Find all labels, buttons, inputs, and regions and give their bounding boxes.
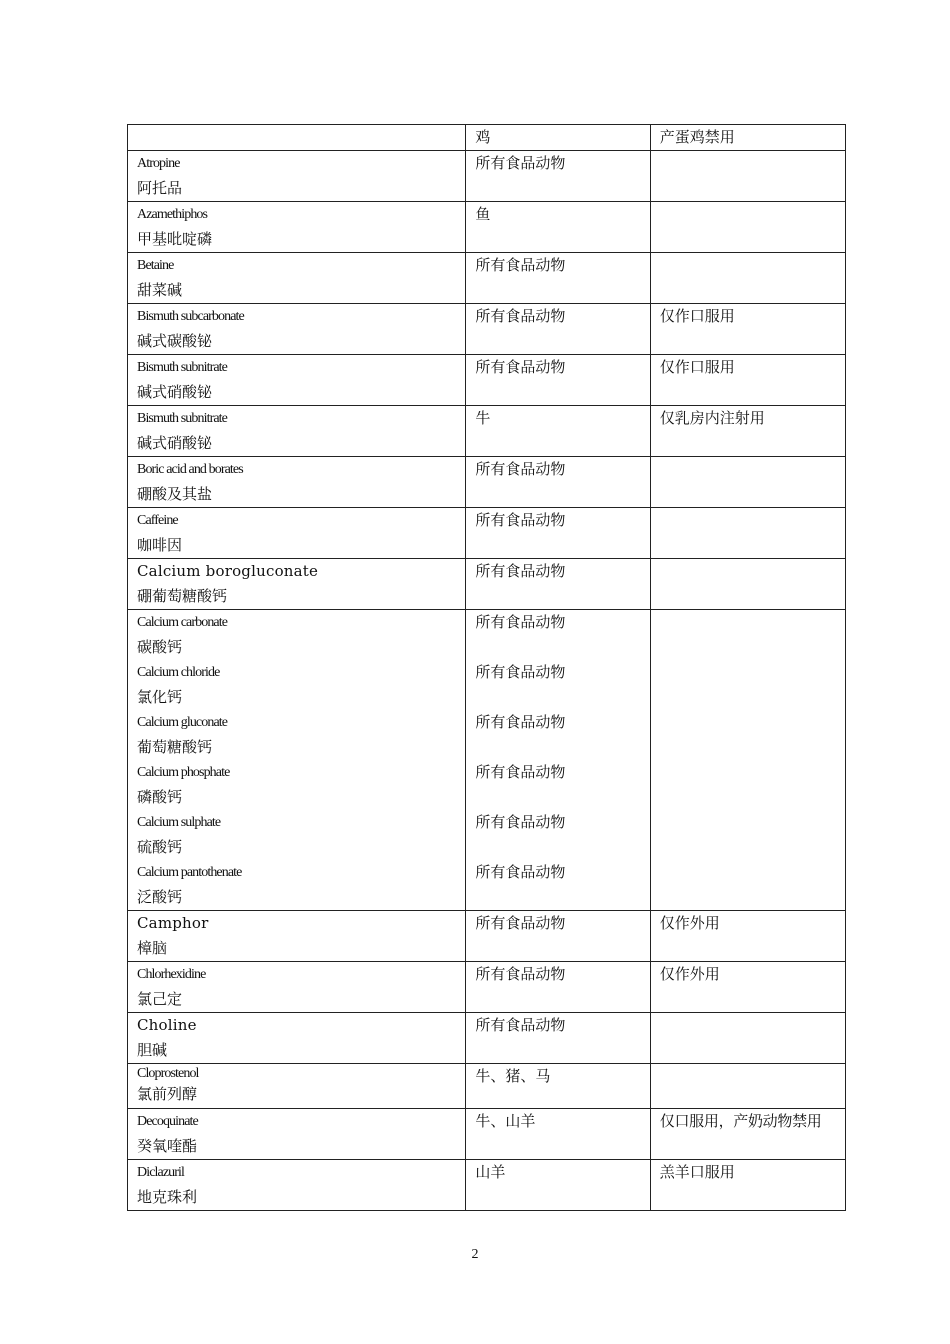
drug-name-en: Calcium chloride	[137, 665, 220, 680]
drug-name-en: Calcium sulphate	[137, 815, 221, 830]
species-cell: 所有食品动物	[466, 1013, 650, 1064]
species-cell: 所有食品动物	[466, 508, 650, 559]
drug-name-en: Calcium gluconate	[137, 715, 228, 730]
drug-name-cn: 硼葡萄糖酸钙	[137, 587, 228, 605]
note-cell	[650, 1013, 845, 1064]
header-cell-restriction: 产蛋鸡禁用	[650, 125, 845, 151]
note-cell: 仅作外用	[650, 962, 845, 1013]
drug-name-cn: 甜菜碱	[137, 281, 183, 299]
drug-name-cn: 甲基吡啶磷	[137, 230, 213, 248]
drug-name-cell	[128, 1160, 466, 1211]
drug-name-cell	[128, 508, 466, 559]
drug-name-en: Betaine	[137, 258, 174, 273]
drug-name-en: Camphor	[137, 914, 209, 932]
species-cell: 所有食品动物	[466, 911, 650, 962]
species-cell: 牛、猪、马	[466, 1064, 650, 1109]
species-cell: 所有食品动物	[466, 253, 650, 304]
drug-name-cn: 葡萄糖酸钙	[137, 738, 213, 756]
drug-name-cell	[128, 1109, 466, 1160]
drug-name-en: Bismuth subnitrate	[137, 411, 227, 426]
drug-name-cn: 碱式硝酸铋	[137, 434, 213, 452]
drug-name-cell	[128, 355, 466, 406]
drug-name-en: Calcium phosphate	[137, 765, 230, 780]
drug-name-cn: 地克珠利	[137, 1188, 198, 1206]
table-row	[128, 1064, 846, 1109]
drug-name-cn: 硼酸及其盐	[137, 485, 213, 503]
drug-name-cn: 咖啡因	[137, 536, 183, 554]
drug-name-en: Bismuth subnitrate	[137, 360, 227, 375]
drug-name-cell	[128, 1013, 466, 1064]
drug-name-cn: 硫酸钙	[137, 838, 183, 856]
table-row	[128, 1013, 846, 1064]
drug-name-cn: 癸氧喹酯	[137, 1137, 198, 1155]
table-header-row	[128, 125, 846, 151]
drug-name-cn: 碱式碳酸铋	[137, 332, 213, 350]
table-row	[128, 1160, 846, 1211]
note-cell	[650, 457, 845, 508]
drug-name-cell	[128, 1064, 466, 1109]
drug-name-cell	[128, 406, 466, 457]
species-cell: 牛	[466, 406, 650, 457]
drug-name-en: Diclazuril	[137, 1165, 184, 1180]
drug-name-en: Chlorhexidine	[137, 967, 206, 982]
drug-name-cell	[128, 559, 466, 610]
note-cell: 仅乳房内注射用	[650, 406, 845, 457]
species-cell: 所有食品动物	[466, 355, 650, 406]
species-cell: 所有食品动物	[466, 151, 650, 202]
drug-name-en: Calcium carbonate	[137, 615, 228, 630]
drug-name-en: Bismuth subcarbonate	[137, 309, 244, 324]
table-row	[128, 355, 846, 406]
drug-name-en: Atropine	[137, 156, 180, 171]
table-row	[128, 911, 846, 962]
header-cell-name	[128, 125, 466, 151]
drug-name-cn: 泛酸钙	[137, 888, 183, 906]
veterinary-drug-table	[127, 124, 846, 1211]
table-row	[128, 559, 846, 610]
drug-name-cn: 胆碱	[137, 1041, 168, 1059]
drug-name-cn: 阿托品	[137, 179, 183, 197]
table-row	[128, 304, 846, 355]
drug-name-cell	[128, 911, 466, 962]
species-cell: 牛、山羊	[466, 1109, 650, 1160]
drug-name-cell	[128, 202, 466, 253]
table-row	[128, 457, 846, 508]
species-cell: 鱼	[466, 202, 650, 253]
drug-name-cn: 氯己定	[137, 990, 183, 1008]
drug-name-cell	[128, 962, 466, 1013]
note-cell: 仅作外用	[650, 911, 845, 962]
species-cell: 所有食品动物	[466, 962, 650, 1013]
drug-name-cn: 碱式硝酸铋	[137, 383, 213, 401]
drug-name-en: Boric acid and borates	[137, 462, 243, 477]
calcium-group-row	[128, 610, 846, 911]
note-cell	[650, 610, 845, 911]
drug-name-cell	[128, 304, 466, 355]
drug-name-en: Cloprostenol	[137, 1066, 199, 1081]
table-row	[128, 202, 846, 253]
drug-name-cn: 樟脑	[137, 939, 168, 957]
drug-name-en: Azamethiphos	[137, 207, 208, 222]
species-cell: 所有食品动物 所有食品动物 所有食品动物 所有食品动物 所有食品动物 所有食品动物	[466, 610, 650, 911]
header-cell-species: 鸡	[466, 125, 650, 151]
note-cell	[650, 1064, 845, 1109]
note-cell	[650, 202, 845, 253]
drug-name-cell	[128, 253, 466, 304]
table-row	[128, 508, 846, 559]
species-cell: 所有食品动物	[466, 559, 650, 610]
note-cell	[650, 253, 845, 304]
drug-name-cell	[128, 457, 466, 508]
species-cell: 所有食品动物	[466, 457, 650, 508]
drug-name-cell	[128, 151, 466, 202]
table-row	[128, 253, 846, 304]
drug-name-en: Decoquinate	[137, 1114, 198, 1129]
table-row	[128, 962, 846, 1013]
species-cell: 所有食品动物	[466, 304, 650, 355]
table-row	[128, 406, 846, 457]
note-cell: 仅口服用，产奶动物禁用	[650, 1109, 845, 1160]
drug-name-cn: 氯前列醇	[137, 1085, 198, 1103]
drug-name-cn: 氯化钙	[137, 688, 183, 706]
page-number: 2	[471, 1247, 479, 1262]
table-row	[128, 151, 846, 202]
drug-name-en: Choline	[137, 1016, 197, 1034]
drug-name-en: Calcium pantothenate	[137, 865, 242, 880]
drug-name-cn: 碳酸钙	[137, 638, 183, 656]
drug-name-cn: 磷酸钙	[137, 788, 183, 806]
note-cell: 仅作口服用	[650, 304, 845, 355]
drug-name-en: Calcium borogluconate	[137, 562, 319, 580]
table-row	[128, 1109, 846, 1160]
note-cell: 羔羊口服用	[650, 1160, 845, 1211]
note-cell	[650, 559, 845, 610]
note-cell	[650, 508, 845, 559]
note-cell: 仅作口服用	[650, 355, 845, 406]
drug-name-cell	[128, 610, 466, 911]
note-cell	[650, 151, 845, 202]
species-cell: 山羊	[466, 1160, 650, 1211]
drug-name-en: Caffeine	[137, 513, 178, 528]
